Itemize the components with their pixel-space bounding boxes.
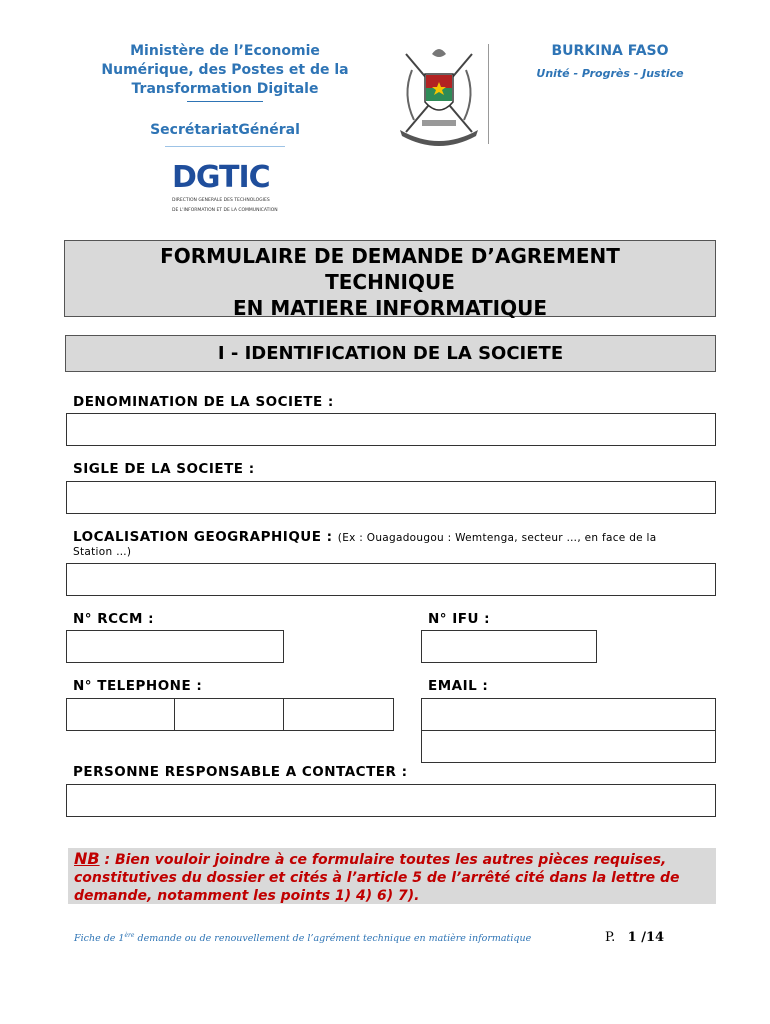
localisation-label-row <box>73 529 657 545</box>
sigle-label: SIGLE DE LA SOCIETE : <box>73 461 255 477</box>
telephone-field-2[interactable] <box>174 698 284 731</box>
localisation-hint-continued: Station …) <box>73 546 132 558</box>
contact-label: PERSONNE RESPONSABLE A CONTACTER : <box>73 764 408 780</box>
ministry-line-3: Transformation Digitale <box>131 81 319 97</box>
page-count: 1 /14 <box>627 930 665 945</box>
logo-subtitle-2: DE L'INFORMATION ET DE LA COMMUNICATION <box>172 208 278 213</box>
footer-text-start: Fiche de 1 <box>74 933 125 945</box>
email-field-1[interactable] <box>421 698 716 731</box>
localisation-hint: (Ex : Ouagadougou : Wemtenga, secteur …, en face de la <box>337 532 657 544</box>
ifu-label: N° IFU : <box>428 611 491 627</box>
country-motto: Unité - Progrès - Justice <box>536 67 684 80</box>
ministry-line-2: Numérique, des Postes et de la <box>101 62 349 78</box>
header-divider <box>488 44 489 144</box>
rccm-label: N° RCCM : <box>73 611 154 627</box>
denomination-field[interactable] <box>66 413 716 446</box>
secretariat-label: SecrétariatGénéral <box>150 122 300 138</box>
telephone-field-3[interactable] <box>283 698 394 731</box>
page-prefix: P. <box>605 930 616 945</box>
secretariat-divider <box>165 146 285 147</box>
ministry-line-1: Ministère de l’Economie <box>130 43 320 59</box>
logo-subtitle-1: DIRECTION GENERALE DES TECHNOLOGIES <box>172 198 270 203</box>
form-title <box>64 240 716 320</box>
denomination-label: DENOMINATION DE LA SOCIETE : <box>73 394 334 410</box>
footer-text-end: demande ou de renouvellement de l’agrément technique en matière informatique <box>134 933 532 945</box>
email-field-2[interactable] <box>421 730 716 763</box>
ifu-field[interactable] <box>421 630 597 663</box>
localisation-field[interactable] <box>66 563 716 596</box>
title-line-3: EN MATIERE INFORMATIQUE <box>232 296 548 320</box>
title-line-1: FORMULAIRE DE DEMANDE D’AGREMENT <box>160 244 620 268</box>
nb-notice <box>68 848 716 904</box>
email-label: EMAIL : <box>428 678 489 694</box>
contact-field[interactable] <box>66 784 716 817</box>
sigle-field[interactable] <box>66 481 716 514</box>
dgtic-logo <box>172 162 280 220</box>
section-title: I - IDENTIFICATION DE LA SOCIETE <box>65 335 716 372</box>
ministry-header <box>80 42 370 147</box>
nb-text: Bien vouloir joindre à ce formulaire toutes les autres pièces requises, constitutives du dossier et cités à l’article 5 de l’arrêté cité dans la lettre de demande, notamment les points 1) 4) 6) 7). <box>74 852 680 904</box>
nb-colon: : <box>99 852 111 868</box>
localisation-label: LOCALISATION GEOGRAPHIQUE : <box>73 529 333 545</box>
ministry-divider <box>187 101 263 113</box>
footer-superscript: ère <box>124 932 135 939</box>
rccm-field[interactable] <box>66 630 284 663</box>
page-number <box>605 930 664 945</box>
logo-brand: DGTIC <box>172 160 270 195</box>
title-line-2: TECHNIQUE <box>325 270 455 294</box>
country-header <box>520 42 700 80</box>
nb-prefix: NB <box>74 849 100 868</box>
telephone-label: N° TELEPHONE : <box>73 678 203 694</box>
country-name: BURKINA FASO <box>551 43 669 59</box>
coat-of-arms-emblem <box>392 40 486 152</box>
footer-note <box>74 932 531 944</box>
telephone-field-1[interactable] <box>66 698 175 731</box>
